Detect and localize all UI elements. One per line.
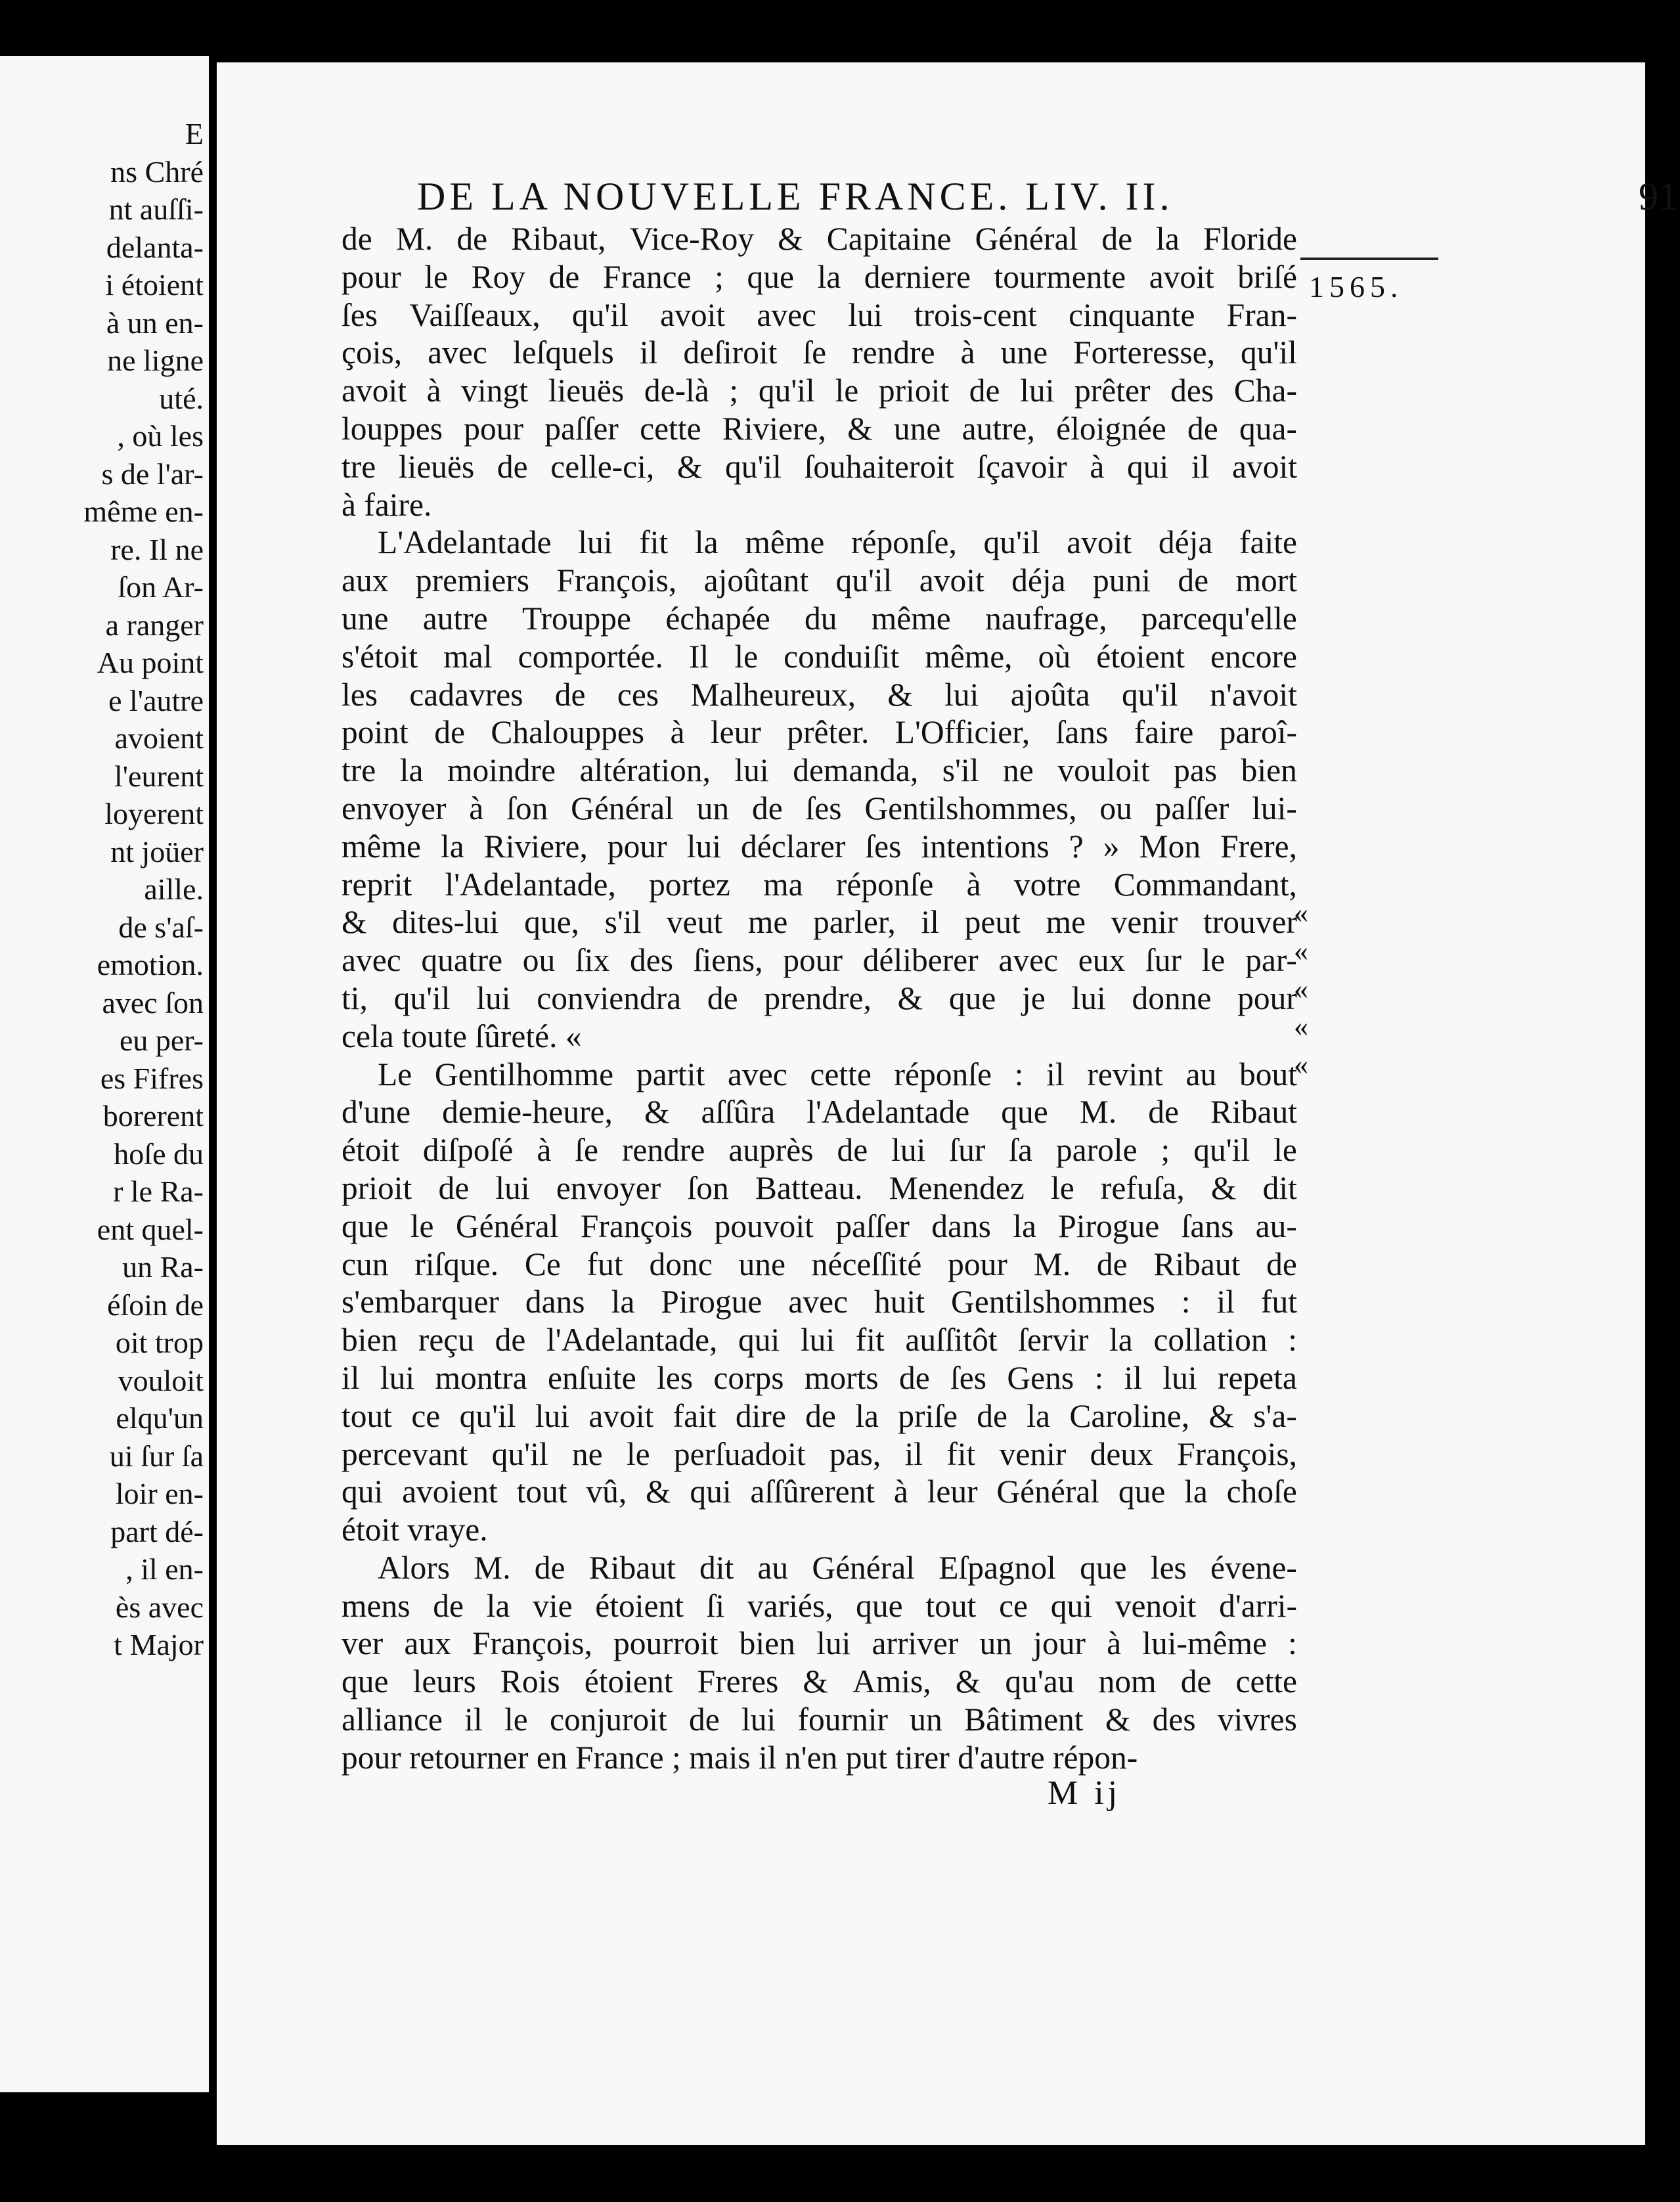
text-line: les cadavres de ces Malheureux, & lui ajoûta qu'il n'avoit: [342, 676, 1297, 713]
text-line: avec quatre ou ſix des ſiens, pour déliberer avec eux ſur le par-: [342, 942, 1297, 979]
left-page-line: ns Chré: [110, 154, 204, 189]
text-line: alliance il le conjuroit de lui fournir un Bâtiment & des vivres: [342, 1701, 1297, 1738]
left-page-line: un Ra-: [122, 1250, 204, 1284]
left-page-line: oit trop: [115, 1326, 204, 1359]
text-line: reprit l'Adelantade, portez ma réponſe à votre Commandant,: [342, 866, 1297, 903]
text-line: de M. de Ribaut, Vice-Roy & Capitaine Général de la Floride: [342, 221, 1297, 257]
left-page-line: nt joüer: [110, 834, 204, 868]
left-page-line: éſoin de: [107, 1288, 204, 1322]
left-page-line: eu per-: [119, 1023, 204, 1057]
left-page-line: nt auſſi-: [108, 192, 204, 226]
text-line: pour le Roy de France ; que la derniere tourmente avoit briſé: [342, 258, 1297, 295]
text-line: envoyer à ſon Général un de ſes Gentilshommes, ou paſſer lui-: [342, 790, 1297, 826]
page-number: 91: [1639, 175, 1678, 218]
left-page-line: Au point: [97, 646, 204, 679]
quote-mark: «: [1294, 972, 1308, 1005]
paragraph: [342, 220, 1297, 524]
text-line: cela toute ſûreté. «: [342, 1018, 582, 1054]
text-line: une autre Trouppe échapée du même naufrage, parcequ'elle: [342, 600, 1297, 637]
left-page-line: t Major: [114, 1628, 204, 1661]
margin-year-note: 1565.: [1309, 270, 1404, 303]
left-page-line: de s'aſ-: [118, 910, 204, 944]
text-line: d'une demie-heure, & aſſûra l'Adelantade que M. de Ribaut: [342, 1094, 1297, 1131]
text-line: point de Chalouppes à leur prêter. L'Officier, ſans faire paroî-: [342, 714, 1297, 751]
paragraph: [342, 1056, 1297, 1549]
text-line: avoit à vingt lieuës de-là ; qu'il le prioit de lui prêter des Cha-: [342, 372, 1297, 409]
left-page-line: ent quel-: [97, 1212, 204, 1246]
left-page-line: aille.: [144, 872, 204, 906]
left-page-fragment: [0, 56, 209, 2092]
left-page-line: avec ſon: [102, 985, 204, 1020]
text-line: même la Riviere, pour lui déclarer ſes intentions ? » Mon Frere,: [342, 828, 1297, 865]
text-line: que le Général François pouvoit paſſer dans la Pirogue ſans au-: [342, 1207, 1297, 1244]
right-page: [217, 62, 1678, 2145]
quote-mark: «: [1294, 934, 1308, 967]
running-head: [417, 174, 1678, 219]
left-page-line: ui ſur ſa: [109, 1439, 204, 1473]
text-line: Le Gentilhomme partit avec cette réponſe : il revint au bout: [378, 1056, 1297, 1092]
left-page-line: e l'autre: [108, 683, 204, 717]
quote-mark: «: [1294, 1048, 1308, 1081]
left-page-line: ès avec: [115, 1590, 204, 1624]
text-line: ver aux François, pourroit bien lui arriver un jour à lui-même :: [342, 1625, 1297, 1662]
text-line: ti, qu'il lui conviendra de prendre, & que je lui donne pour: [342, 979, 1297, 1016]
left-page-line: ne ligne: [107, 344, 204, 377]
left-page-line: même en-: [83, 495, 204, 528]
text-line: tre lieuës de celle-ci, & qu'il ſouhaiteroit ſçavoir à qui il avoit: [342, 448, 1297, 485]
left-page-line: l'eurent: [114, 759, 204, 793]
left-page-line: ſon Ar-: [118, 570, 204, 604]
text-line: bien reçu de l'Adelantade, qui lui fit auſſitôt ſervir la collation :: [342, 1322, 1297, 1359]
left-page-line: , il en-: [125, 1552, 204, 1586]
left-page-line: a ranger: [105, 608, 204, 642]
text-line: étoit diſpoſé à ſe rendre auprès de lui ſur ſa parole ; qu'il le: [342, 1132, 1297, 1169]
text-line: aux premiers François, ajoûtant qu'il avoit déja puni de mort: [342, 562, 1297, 599]
left-page-line: elqu'un: [116, 1401, 204, 1435]
text-line: ſes Vaiſſeaux, qu'il avoit avec lui trois-cent cinquante Fran-: [342, 296, 1297, 333]
text-line: Alors M. de Ribaut dit au Général Eſpagnol que les évene-: [378, 1549, 1297, 1586]
running-head-title: DE LA NOUVELLE FRANCE. LIV. II.: [417, 175, 1174, 218]
text-line: L'Adelantade lui fit la même réponſe, qu'il avoit déja faite: [378, 524, 1297, 561]
left-page-line: emotion.: [97, 948, 204, 981]
left-page-line: i étoient: [105, 268, 204, 302]
text-line: que leurs Rois étoient Freres & Amis, & qu'au nom de cette: [342, 1663, 1297, 1700]
margin-rule: [1300, 258, 1438, 260]
margin-quote-marks: [1294, 894, 1308, 1084]
left-page-line: loyerent: [104, 797, 204, 830]
text-line: çois, avec leſquels il deſiroit ſe rendre à une Forteresse, qu'il: [342, 334, 1297, 371]
text-line: cun riſque. Ce fut donc une néceſſité pour M. de Ribaut de: [342, 1246, 1297, 1282]
text-line: prioit de lui envoyer ſon Batteau. Menendez le refuſa, & dit: [342, 1169, 1297, 1206]
quote-mark: «: [1294, 897, 1308, 929]
left-page-line: E: [185, 117, 204, 150]
left-page-text: [0, 115, 209, 1664]
text-line: tout ce qu'il lui avoit fait dire de la priſe de la Caroline, & s'a-: [342, 1397, 1297, 1434]
left-page-line: r le Ra-: [113, 1175, 204, 1208]
left-page-line: avoient: [114, 721, 204, 755]
text-line: s'étoit mal comportée. Il le conduiſit même, où étoient encore: [342, 638, 1297, 675]
left-page-line: part dé-: [110, 1514, 204, 1548]
text-line: louppes pour paſſer cette Riviere, & une autre, éloignée de qua-: [342, 410, 1297, 447]
text-line: percevant qu'il ne le perſuadoit pas, il fit venir deux François,: [342, 1435, 1297, 1472]
left-page-line: es Fifres: [100, 1061, 204, 1095]
text-line: il lui montra enſuite les corps morts de ſes Gens : il lui repeta: [342, 1359, 1297, 1396]
left-page-line: loir en-: [115, 1477, 204, 1510]
paragraph: [342, 524, 1297, 1055]
left-page-line: s de l'ar-: [101, 457, 204, 491]
quote-mark: «: [1294, 1010, 1308, 1043]
signature-mark: M ij: [1048, 1774, 1122, 1812]
left-page-line: delanta-: [106, 230, 204, 264]
left-page-line: re. Il ne: [110, 532, 204, 566]
text-line: & dites-lui que, s'il veut me parler, il peut me venir trouver: [342, 904, 1297, 941]
text-line: pour retourner en France ; mais il n'en put tirer d'autre répon-: [342, 1739, 1138, 1776]
text-line: étoit vraye.: [342, 1512, 488, 1548]
text-line: qui avoient tout vû, & qui aſſûrerent à leur Général que la choſe: [342, 1473, 1297, 1510]
text-line: mens de la vie étoient ſi variés, que tout ce qui venoit d'arri-: [342, 1587, 1297, 1624]
body-text: [342, 220, 1297, 1777]
left-page-line: borerent: [102, 1099, 204, 1133]
text-line: s'embarquer dans la Pirogue avec huit Gentilshommes : il fut: [342, 1284, 1297, 1320]
left-page-line: vouloit: [118, 1363, 204, 1397]
left-page-line: , où les: [117, 419, 204, 453]
left-page-line: à un en-: [106, 305, 204, 340]
left-page-line: uté.: [159, 381, 204, 415]
left-page-line: hoſe du: [114, 1136, 204, 1171]
text-line: tre la moindre altération, lui demanda, s'il ne vouloit pas bien: [342, 752, 1297, 789]
scan-border: [0, 2145, 1680, 2202]
paragraph: [342, 1549, 1297, 1777]
text-line: à faire.: [342, 486, 432, 523]
